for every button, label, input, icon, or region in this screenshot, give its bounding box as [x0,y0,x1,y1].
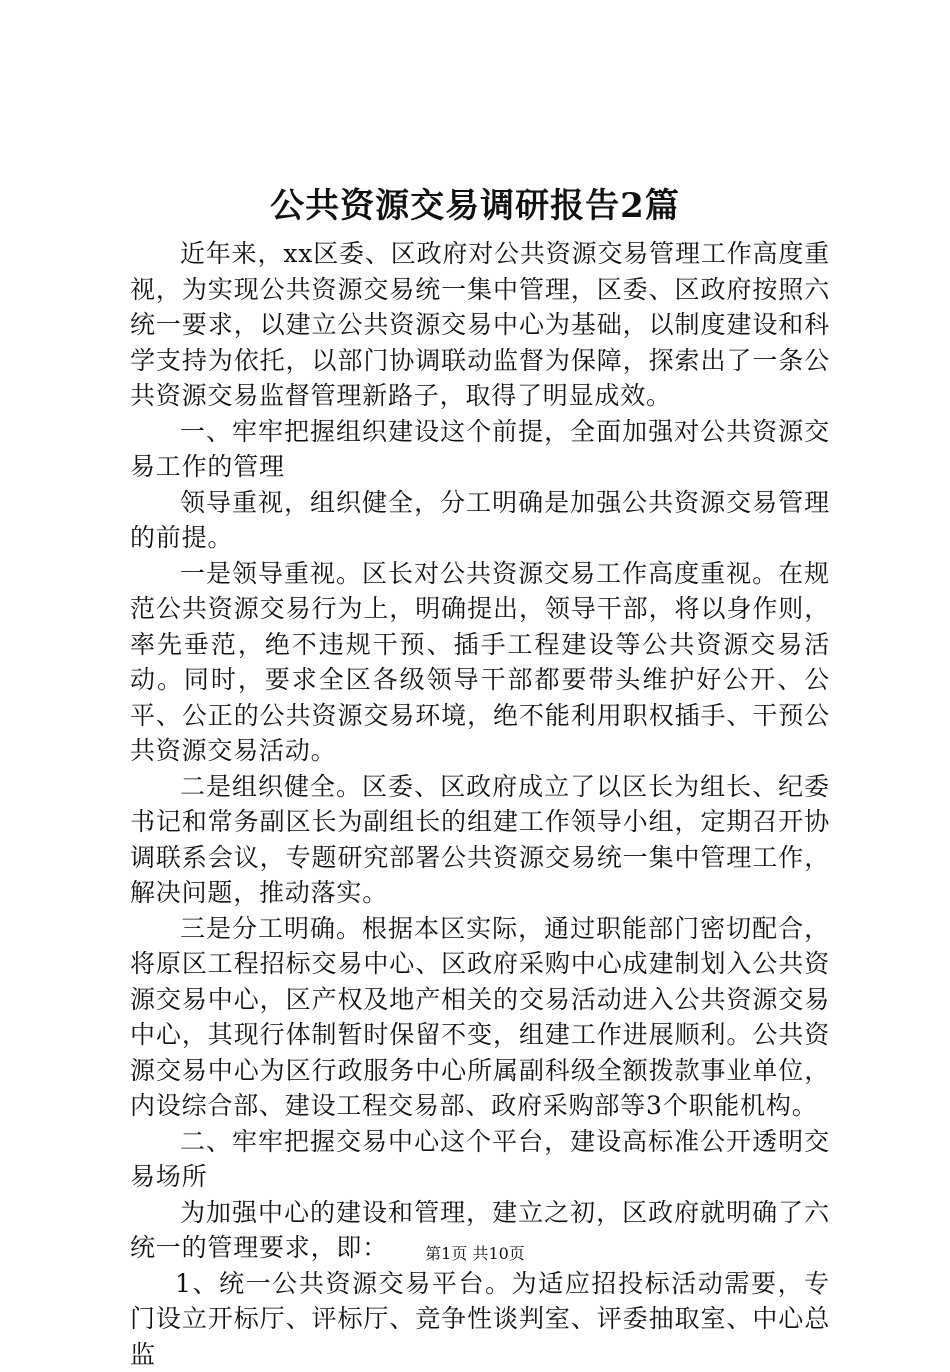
paragraph: 三是分工明确。根据本区实际，通过职能部门密切配合，将原区工程招标交易中心、区政府采购中心成建制划入公共资源交易中心，区产权及地产相关的交易活动进入公共资源交易中心，其现行体制暂时保留不变，组建工作进展顺利。公共资源交易中心为区行政服务中心所属副科级全额拨款事业单位，内设综合部、建设工程交易部、政府采购部等3个职能机构。 [130,911,830,1124]
paragraph: 二是组织健全。区委、区政府成立了以区长为组长、纪委书记和常务副区长为副组长的组建工作领导小组，定期召开协调联系会议，专题研究部署公共资源交易统一集中管理工作，解决问题，推动落实。 [130,769,830,911]
paragraph: 近年来，xx区委、区政府对公共资源交易管理工作高度重视，为实现公共资源交易统一集中管理，区委、区政府按照六统一要求，以建立公共资源交易中心为基础，以制度建设和科学支持为依托，以部门协调联动监督为保障，探索出了一条公共资源交易监督管理新路子，取得了明显成效。 [130,236,830,414]
section-heading: 一、牢牢把握组织建设这个前提，全面加强对公共资源交易工作的管理 [130,414,830,485]
paragraph: 领导重视，组织健全，分工明确是加强公共资源交易管理的前提。 [130,485,830,556]
document-body [130,236,830,1372]
paragraph: 一是领导重视。区长对公共资源交易工作高度重视。在规范公共资源交易行为上，明确提出，领导干部，将以身作则，率先垂范，绝不违规干预、插手工程建设等公共资源交易活动。同时，要求全区各级领导干部都要带头维护好公开、公平、公正的公共资源交易环境，绝不能利用职权插手、干预公共资源交易活动。 [130,556,830,769]
paragraph: 为加强中心的建设和管理，建立之初，区政府就明确了六统一的管理要求，即： [130,1195,830,1266]
section-heading: 二、牢牢把握交易中心这个平台，建设高标准公开透明交易场所 [130,1124,830,1195]
page-number: 第1页 共10页 [0,1242,950,1266]
list-item: 1、统一公共资源交易平台。为适应招投标活动需要，专门设立开标厅、评标厅、竞争性谈判室、评委抽取室、中心总监 [130,1266,830,1372]
document-title: 公共资源交易调研报告2篇 [0,182,950,230]
